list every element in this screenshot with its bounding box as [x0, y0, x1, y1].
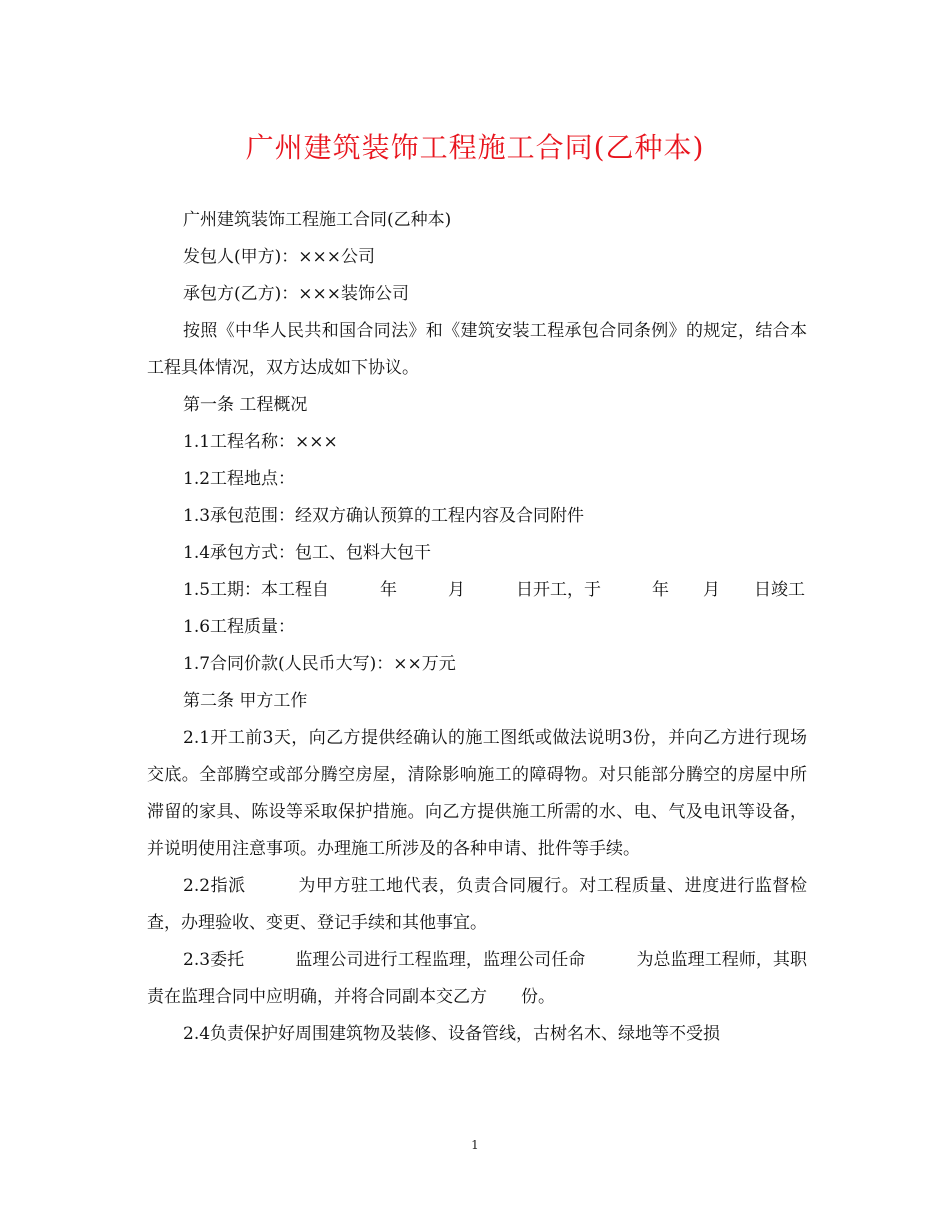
- paragraph-article-2-heading: 第二条 甲方工作: [183, 691, 308, 711]
- document-body: [147, 202, 807, 1053]
- document-title: 广州建筑装饰工程施工合同(乙种本): [245, 131, 705, 164]
- paragraph-1-1: 1.1工程名称：×××: [183, 432, 338, 452]
- paragraph-1-4: 1.4承包方式：包工、包料大包干: [183, 543, 432, 563]
- paragraph-contract-name: 广州建筑装饰工程施工合同(乙种本): [183, 210, 452, 230]
- paragraph-1-3: 1.3承包范围：经双方确认预算的工程内容及合同附件: [183, 506, 585, 526]
- paragraph-2-1: 2.1开工前3天，向乙方提供经确认的施工图纸或做法说明3份，并向乙方进行现场交底。全部腾空或部分腾空房屋，清除影响施工的障碍物。对只能部分腾空的房屋中所滞留的家具、陈设等采取保护措施。向乙方提供施工所需的水、电、气及电讯等设备，并说明使用注意事项。办理施工所涉及的各种申请、批件等手续。: [147, 728, 807, 859]
- page-number: 1: [471, 1138, 479, 1152]
- paragraph-1-6: 1.6工程质量：: [183, 617, 296, 637]
- paragraph-1-7: 1.7合同价款(人民币大写)：××万元: [183, 654, 456, 674]
- paragraph-1-5: 1.5工期：本工程自 年 月 日开工，于 年 月 日竣工: [183, 580, 806, 600]
- paragraph-2-3: 2.3委托 监理公司进行工程监理，监理公司任命 为总监理工程师，其职责在监理合同中应明确，并将合同副本交乙方 份。: [147, 950, 807, 1007]
- paragraph-1-2: 1.2工程地点：: [183, 469, 296, 489]
- paragraph-preamble: 按照《中华人民共和国合同法》和《建筑安装工程承包合同条例》的规定，结合本工程具体情况，双方达成如下协议。: [147, 321, 807, 378]
- paragraph-2-4: 2.4负责保护好周围建筑物及装修、设备管线，古树名木、绿地等不受损: [183, 1024, 721, 1044]
- paragraph-party-a: 发包人(甲方)：×××公司: [183, 247, 375, 267]
- paragraph-party-b: 承包方(乙方)：×××装饰公司: [183, 284, 409, 304]
- paragraph-article-1-heading: 第一条 工程概况: [183, 395, 308, 415]
- paragraph-2-2: 2.2指派 为甲方驻工地代表，负责合同履行。对工程质量、进度进行监督检查，办理验收、变更、登记手续和其他事宜。: [147, 876, 807, 933]
